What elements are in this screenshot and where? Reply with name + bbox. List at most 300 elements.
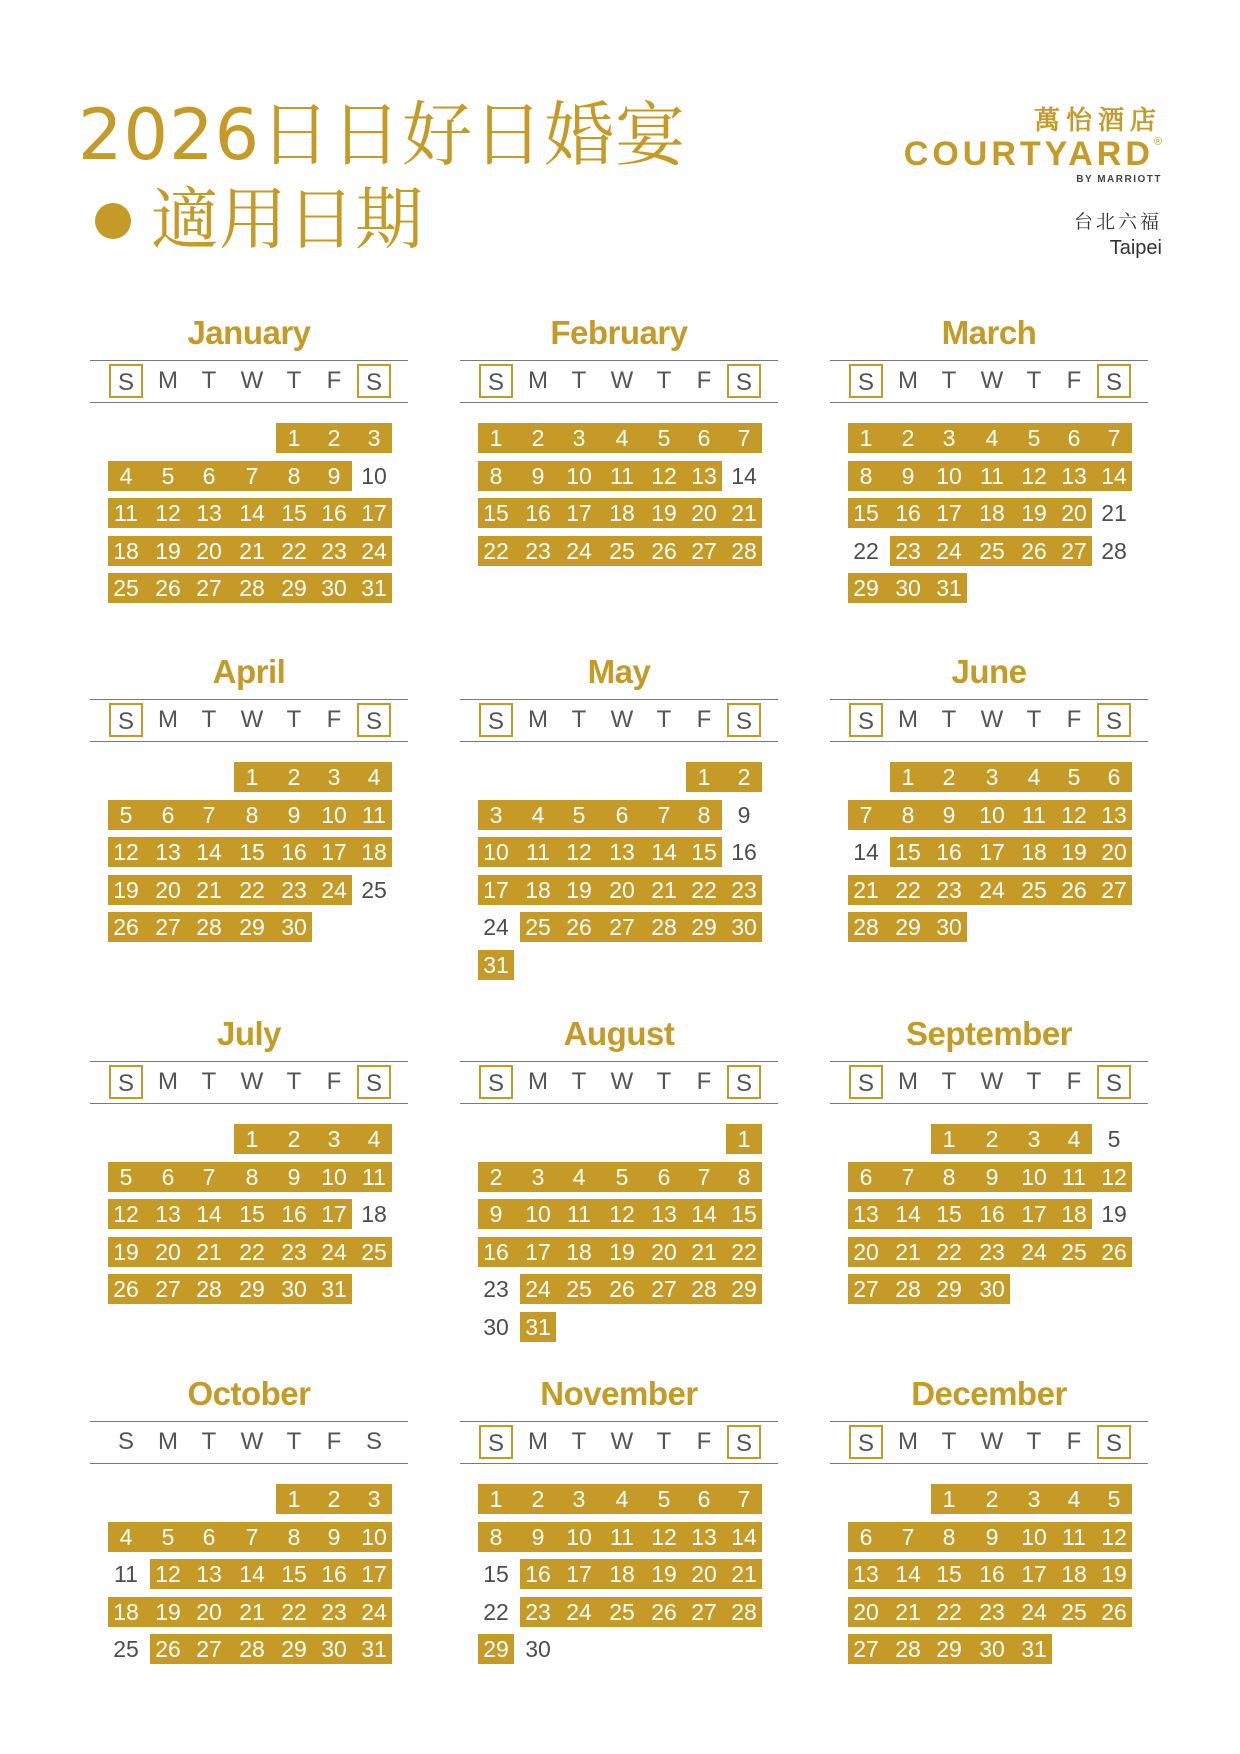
available-date: 12 — [651, 462, 677, 489]
available-date: 22 — [239, 876, 265, 903]
available-date: 8 — [245, 801, 259, 828]
available-date: 29 — [936, 1636, 962, 1662]
header-rule — [830, 1463, 1148, 1464]
month-name: June — [951, 653, 1027, 690]
available-date: 4 — [572, 1163, 586, 1190]
unavailable-date: 22 — [483, 1598, 509, 1625]
available-date: 1 — [287, 1486, 301, 1512]
available-date: 6 — [615, 801, 629, 828]
available-date: 8 — [942, 1163, 956, 1190]
bullet-dot-icon — [95, 203, 131, 239]
available-date: 8 — [489, 1523, 503, 1550]
weekday-label: S — [357, 703, 391, 737]
available-date: 3 — [985, 764, 999, 790]
available-date: 4 — [615, 425, 629, 451]
available-date: 16 — [281, 1201, 307, 1227]
available-date: 18 — [113, 537, 139, 564]
unavailable-date: 24 — [483, 914, 509, 940]
available-date: 6 — [859, 1163, 873, 1190]
available-date: 20 — [651, 1238, 677, 1265]
available-date: 1 — [287, 425, 301, 451]
available-date: 13 — [853, 1201, 879, 1227]
available-date: 19 — [155, 1598, 181, 1625]
available-date: 24 — [321, 876, 347, 903]
available-date: 1 — [489, 1486, 503, 1512]
weekday-label: S — [117, 1428, 134, 1455]
available-date: 27 — [691, 537, 717, 564]
available-date: 24 — [525, 1276, 551, 1302]
available-date: 18 — [1061, 1561, 1087, 1587]
weekday-label: T — [1026, 367, 1042, 394]
header-rule — [90, 699, 408, 700]
available-date: 5 — [119, 1163, 133, 1190]
available-date: 18 — [113, 1598, 139, 1625]
available-date: 5 — [1107, 1486, 1121, 1512]
weekday-label: W — [610, 1068, 634, 1095]
weekday-label: T — [1026, 1428, 1042, 1455]
available-date: 17 — [566, 500, 592, 526]
available-date: 22 — [731, 1238, 757, 1265]
weekday-label: T — [1026, 1068, 1042, 1095]
available-date: 10 — [1021, 1163, 1047, 1190]
available-date: 13 — [651, 1201, 677, 1227]
location-english: Taipei — [1109, 236, 1162, 259]
available-date: 27 — [853, 1276, 879, 1302]
registered-mark: ® — [1153, 136, 1162, 148]
available-date: 21 — [731, 500, 757, 526]
header-rule — [460, 741, 778, 742]
weekday-label: M — [898, 1068, 918, 1095]
available-date: 29 — [281, 575, 307, 601]
weekday-label: S — [849, 1065, 883, 1099]
available-date: 26 — [1061, 876, 1087, 903]
available-date: 30 — [936, 914, 962, 940]
available-date: 12 — [1101, 1163, 1127, 1190]
weekday-label: T — [201, 706, 217, 733]
available-date: 16 — [281, 839, 307, 865]
weekday-label: W — [610, 367, 634, 394]
available-date: 13 — [609, 839, 635, 865]
available-date: 24 — [566, 1598, 592, 1625]
available-date: 25 — [1061, 1598, 1087, 1625]
available-date: 20 — [1061, 500, 1087, 526]
available-date: 28 — [853, 914, 879, 940]
header-rule — [460, 1103, 778, 1104]
available-date: 2 — [531, 1486, 545, 1512]
available-date: 20 — [691, 500, 717, 526]
available-date: 29 — [936, 1276, 962, 1302]
weekday-label: M — [898, 367, 918, 394]
available-date: 3 — [1027, 1126, 1041, 1152]
available-date: 27 — [1061, 537, 1087, 564]
available-date: 7 — [245, 1523, 259, 1550]
available-date: 16 — [483, 1238, 509, 1265]
available-date: 21 — [239, 1598, 265, 1625]
available-date: 31 — [361, 1636, 387, 1662]
weekday-label: M — [158, 1068, 178, 1095]
available-date: 26 — [651, 1598, 677, 1625]
available-date: 15 — [691, 839, 717, 865]
weekday-label: F — [326, 706, 342, 733]
weekday-label: W — [240, 1428, 264, 1455]
available-date: 12 — [1061, 801, 1087, 828]
available-date: 5 — [615, 1163, 629, 1190]
available-date: 27 — [155, 1276, 181, 1302]
available-date: 16 — [936, 839, 962, 865]
available-date: 5 — [657, 425, 671, 451]
weekday-label: S — [727, 1425, 761, 1459]
available-date: 11 — [567, 1201, 591, 1227]
weekday-label: W — [980, 1428, 1004, 1455]
weekday-label: W — [980, 706, 1004, 733]
weekday-label: S — [849, 703, 883, 737]
available-date: 21 — [895, 1238, 921, 1265]
available-date: 11 — [114, 500, 138, 526]
available-date: 8 — [245, 1163, 259, 1190]
available-date: 19 — [651, 1561, 677, 1587]
header-rule — [830, 699, 1148, 700]
available-date: 15 — [895, 839, 921, 865]
available-date: 9 — [531, 1523, 545, 1550]
month-name: October — [187, 1375, 311, 1412]
available-date: 17 — [1021, 1201, 1047, 1227]
weekday-label: T — [571, 1428, 587, 1455]
available-date: 3 — [572, 1486, 586, 1512]
weekday-label: W — [240, 706, 264, 733]
available-date: 14 — [239, 1561, 265, 1587]
available-date: 28 — [196, 1276, 222, 1302]
available-date: 11 — [610, 462, 634, 489]
available-date: 22 — [483, 537, 509, 564]
available-date: 3 — [1027, 1486, 1041, 1512]
available-date: 22 — [936, 1238, 962, 1265]
available-date: 29 — [483, 1636, 509, 1662]
weekday-label: M — [898, 1428, 918, 1455]
available-date: 12 — [113, 839, 139, 865]
available-date: 2 — [489, 1163, 503, 1190]
available-date: 18 — [525, 876, 551, 903]
available-date: 23 — [281, 1238, 307, 1265]
available-date: 10 — [321, 1163, 347, 1190]
available-date: 7 — [737, 1486, 751, 1512]
month-name: July — [216, 1015, 282, 1052]
available-date: 19 — [651, 500, 677, 526]
location-chinese: 台北六福 — [1073, 210, 1162, 233]
weekday-label: T — [656, 1068, 672, 1095]
available-date: 16 — [525, 500, 551, 526]
available-date: 20 — [155, 1238, 181, 1265]
available-date: 12 — [1021, 462, 1047, 489]
available-date: 22 — [895, 876, 921, 903]
available-date: 25 — [1061, 1238, 1087, 1265]
available-date: 9 — [531, 462, 545, 489]
unavailable-date: 23 — [483, 1276, 509, 1302]
available-date: 23 — [321, 1598, 347, 1625]
available-date: 8 — [697, 801, 711, 828]
month-name: November — [540, 1375, 698, 1412]
available-date: 22 — [936, 1598, 962, 1625]
available-date: 27 — [609, 914, 635, 940]
weekday-label: T — [286, 367, 302, 394]
available-date: 23 — [525, 537, 551, 564]
available-date: 31 — [1021, 1636, 1047, 1662]
available-date: 16 — [979, 1201, 1005, 1227]
available-date: 26 — [113, 1276, 139, 1302]
available-date: 7 — [901, 1163, 915, 1190]
month-name: August — [563, 1015, 675, 1052]
header-rule — [830, 360, 1148, 361]
available-date: 28 — [239, 575, 265, 601]
available-date: 17 — [979, 839, 1005, 865]
weekday-label: F — [696, 706, 712, 733]
weekday-label: M — [158, 706, 178, 733]
available-date: 4 — [367, 764, 381, 790]
available-date: 19 — [566, 876, 592, 903]
available-date: 18 — [361, 839, 387, 865]
header-rule — [460, 699, 778, 700]
available-date: 22 — [239, 1238, 265, 1265]
weekday-label: S — [479, 703, 513, 737]
available-date: 17 — [566, 1561, 592, 1587]
weekday-label: T — [656, 367, 672, 394]
available-date: 17 — [525, 1238, 551, 1265]
available-date: 30 — [281, 914, 307, 940]
available-date: 2 — [287, 1126, 301, 1152]
available-date: 18 — [979, 500, 1005, 526]
weekday-label: F — [696, 1068, 712, 1095]
available-date: 7 — [697, 1163, 711, 1190]
weekday-label: T — [201, 1428, 217, 1455]
header-rule — [830, 741, 1148, 742]
available-date: 10 — [1021, 1523, 1047, 1550]
month-name: May — [587, 653, 651, 690]
available-date: 14 — [196, 839, 222, 865]
available-date: 28 — [239, 1636, 265, 1662]
available-date: 4 — [367, 1126, 381, 1152]
available-date: 25 — [979, 537, 1005, 564]
unavailable-date: 5 — [1107, 1126, 1121, 1152]
weekday-label: M — [528, 1068, 548, 1095]
unavailable-date: 16 — [731, 839, 757, 865]
available-date: 23 — [281, 876, 307, 903]
available-date: 8 — [287, 1523, 301, 1550]
available-date: 24 — [936, 537, 962, 564]
unavailable-date: 30 — [525, 1636, 551, 1662]
available-date: 10 — [361, 1523, 387, 1550]
header-rule — [460, 1421, 778, 1422]
available-date: 7 — [859, 801, 873, 828]
weekday-label: T — [1026, 706, 1042, 733]
available-date: 19 — [155, 537, 181, 564]
available-date: 11 — [362, 801, 386, 828]
weekday-label: S — [357, 1065, 391, 1099]
unavailable-date: 11 — [114, 1561, 138, 1587]
available-date: 28 — [196, 914, 222, 940]
available-date: 4 — [615, 1486, 629, 1512]
available-date: 6 — [1067, 425, 1081, 451]
available-date: 26 — [609, 1276, 635, 1302]
available-date: 18 — [609, 500, 635, 526]
available-date: 19 — [113, 876, 139, 903]
unavailable-date: 28 — [1101, 537, 1127, 564]
weekday-label: F — [1066, 367, 1082, 394]
available-date: 31 — [321, 1276, 347, 1302]
unavailable-date: 14 — [731, 462, 757, 489]
available-date: 14 — [691, 1201, 717, 1227]
available-date: 3 — [942, 425, 956, 451]
available-date: 5 — [1067, 764, 1081, 790]
month-name: December — [911, 1375, 1067, 1412]
available-date: 4 — [985, 425, 999, 451]
available-date: 28 — [731, 537, 757, 564]
weekday-label: F — [1066, 1068, 1082, 1095]
weekday-label: S — [479, 1065, 513, 1099]
available-date: 13 — [691, 1523, 717, 1550]
weekday-label: T — [571, 706, 587, 733]
available-date: 3 — [327, 1126, 341, 1152]
available-date: 20 — [196, 537, 222, 564]
header-rule — [460, 1463, 778, 1464]
available-date: 17 — [321, 839, 347, 865]
title-line2: 適用日期 — [151, 181, 424, 260]
available-date: 15 — [281, 500, 307, 526]
weekday-label: M — [528, 367, 548, 394]
available-date: 14 — [895, 1201, 921, 1227]
available-date: 26 — [651, 537, 677, 564]
available-date: 8 — [287, 462, 301, 489]
available-date: 6 — [161, 801, 175, 828]
available-date: 10 — [566, 462, 592, 489]
month-name: January — [187, 314, 311, 351]
available-date: 10 — [525, 1201, 551, 1227]
available-date: 24 — [566, 537, 592, 564]
weekday-label: M — [158, 367, 178, 394]
available-date: 6 — [697, 425, 711, 451]
weekday-label: T — [286, 1428, 302, 1455]
header-rule — [830, 1061, 1148, 1062]
available-date: 21 — [196, 876, 222, 903]
available-date: 2 — [287, 764, 301, 790]
available-date: 25 — [1021, 876, 1047, 903]
available-date: 11 — [610, 1523, 634, 1550]
available-date: 12 — [113, 1201, 139, 1227]
weekday-label: T — [941, 706, 957, 733]
available-date: 6 — [859, 1523, 873, 1550]
weekday-label: S — [109, 364, 143, 398]
available-date: 27 — [691, 1598, 717, 1625]
available-date: 1 — [245, 1126, 259, 1152]
available-date: 24 — [321, 1238, 347, 1265]
weekday-label: S — [1097, 1065, 1131, 1099]
available-date: 6 — [161, 1163, 175, 1190]
available-date: 7 — [657, 801, 671, 828]
available-date: 26 — [155, 1636, 181, 1662]
available-date: 10 — [566, 1523, 592, 1550]
available-date: 14 — [1101, 462, 1127, 489]
available-date: 26 — [566, 914, 592, 940]
available-date: 28 — [731, 1598, 757, 1625]
month-name: March — [941, 314, 1037, 351]
weekday-label: S — [479, 1425, 513, 1459]
available-date: 26 — [1021, 537, 1047, 564]
available-date: 8 — [942, 1523, 956, 1550]
weekday-label: F — [326, 1068, 342, 1095]
unavailable-date: 14 — [853, 839, 879, 865]
available-date: 27 — [651, 1276, 677, 1302]
available-date: 16 — [979, 1561, 1005, 1587]
logo-chinese-name: 萬怡酒店 — [1033, 106, 1162, 136]
available-date: 21 — [196, 1238, 222, 1265]
available-date: 16 — [895, 500, 921, 526]
available-date: 3 — [367, 1486, 381, 1512]
available-date: 10 — [483, 839, 509, 865]
available-date: 23 — [525, 1598, 551, 1625]
weekday-label: F — [326, 367, 342, 394]
available-date: 13 — [691, 462, 717, 489]
available-date: 25 — [609, 1598, 635, 1625]
header-rule — [90, 1421, 408, 1422]
available-date: 2 — [901, 425, 915, 451]
available-date: 2 — [985, 1486, 999, 1512]
available-date: 2 — [985, 1126, 999, 1152]
available-date: 22 — [281, 1598, 307, 1625]
available-date: 11 — [1062, 1163, 1086, 1190]
available-date: 2 — [737, 764, 751, 790]
available-date: 24 — [1021, 1238, 1047, 1265]
weekday-label: S — [1097, 364, 1131, 398]
available-date: 12 — [609, 1201, 635, 1227]
available-date: 13 — [196, 1561, 222, 1587]
available-date: 24 — [1021, 1598, 1047, 1625]
unavailable-date: 10 — [361, 462, 387, 489]
available-date: 19 — [1101, 1561, 1127, 1587]
available-date: 27 — [1101, 876, 1127, 903]
available-date: 30 — [321, 1636, 347, 1662]
available-date: 20 — [853, 1238, 879, 1265]
available-date: 18 — [609, 1561, 635, 1587]
weekday-label: S — [479, 364, 513, 398]
available-date: 25 — [113, 575, 139, 601]
available-date: 5 — [572, 801, 586, 828]
available-date: 9 — [327, 1523, 341, 1550]
available-date: 4 — [1067, 1126, 1081, 1152]
available-date: 2 — [531, 425, 545, 451]
available-date: 27 — [196, 575, 222, 601]
available-date: 3 — [489, 801, 503, 828]
available-date: 30 — [281, 1276, 307, 1302]
available-date: 6 — [1107, 764, 1121, 790]
available-date: 23 — [979, 1238, 1005, 1265]
unavailable-date: 25 — [113, 1636, 139, 1662]
available-date: 18 — [1061, 1201, 1087, 1227]
weekday-label: M — [528, 1428, 548, 1455]
available-date: 17 — [936, 500, 962, 526]
available-date: 7 — [1107, 425, 1121, 451]
weekday-label: F — [696, 1428, 712, 1455]
available-date: 25 — [361, 1238, 387, 1265]
weekday-label: W — [610, 706, 634, 733]
available-date: 11 — [980, 462, 1004, 489]
unavailable-date: 25 — [361, 876, 387, 903]
available-date: 20 — [1101, 839, 1127, 865]
weekday-label: F — [1066, 1428, 1082, 1455]
available-date: 16 — [525, 1561, 551, 1587]
weekday-label: S — [109, 703, 143, 737]
header-rule — [90, 402, 408, 403]
available-date: 30 — [321, 575, 347, 601]
available-date: 14 — [731, 1523, 757, 1550]
available-date: 14 — [196, 1201, 222, 1227]
